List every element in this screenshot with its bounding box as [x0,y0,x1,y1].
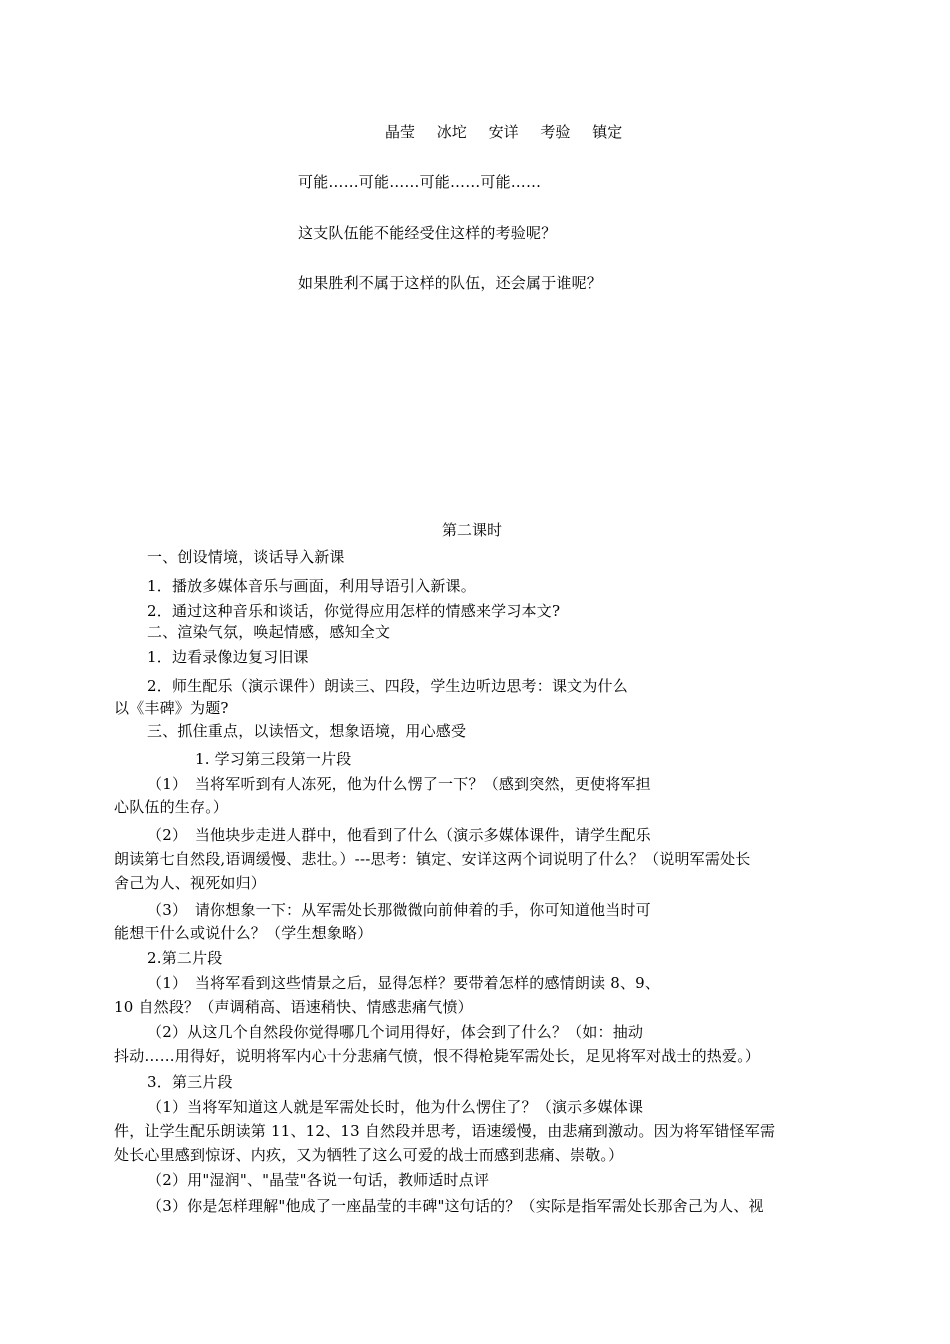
body-line: 以《丰碑》为题? [114,699,229,717]
body-line: 1．播放多媒体音乐与画面，利用导语引入新课。 [147,577,476,595]
body-line: （1） 当将军看到这些情景之后，显得怎样？要带着怎样的感情朗读 8、9、 [147,974,661,992]
body-line: （2）从这几个自然段你觉得哪几个词用得好，体会到了什么？（如：抽动 [147,1023,644,1041]
body-line: （1）当将军知道这人就是军需处长时，他为什么愣住了？（演示多媒体课 [147,1098,644,1116]
section-heading: 3．第三片段 [147,1073,233,1091]
body-line: （3）你是怎样理解"他成了一座晶莹的丰碑"这句话的？（实际是指军需处长那舍己为人、视 [147,1197,764,1215]
body-line: 舍己为人、视死如归） [114,874,267,892]
section-heading: 2.第二片段 [147,949,223,967]
body-line: 抖动……用得好，说明将军内心十分悲痛气愤，恨不得枪毙军需处长，足见将军对战士的热爱。） [114,1047,761,1065]
body-line: 2．师生配乐（演示课件）朗读三、四段，学生边听边思考：课文为什么 [147,677,628,695]
vocab-word: 镇定 [592,123,623,141]
body-line: 朗读第七自然段,语调缓慢、悲壮。）---思考：镇定、安详这两个词说明了什么？（说明军需处长 [114,850,751,868]
body-line: 能想干什么或说什么？（学生想象略） [114,924,373,942]
body-line: 件，让学生配乐朗读第 11、12、13 自然段并思考，语速缓慢，由悲痛到激动。因为将军错怪军需 [114,1122,776,1140]
section-heading: 三、抓住重点，以读悟文，想象语境，用心感受 [147,722,467,740]
top-line: 可能……可能……可能……可能…… [298,173,542,191]
body-line: 处长心里感到惊讶、内疚，又为牺牲了这么可爱的战士而感到悲痛、崇敬。） [114,1146,624,1164]
body-line: 1．边看录像边复习旧课 [147,648,309,666]
vocab-word: 冰坨 [436,123,467,141]
vocab-word: 安详 [488,123,519,141]
body-line: 10 自然段？（声调稍高、语速稍快、情感悲痛气愤） [114,998,473,1016]
vocab-row [385,122,639,142]
vocab-word: 晶莹 [385,123,416,141]
body-line: （2）用"湿润"、"晶莹"各说一句话，教师适时点评 [147,1171,490,1189]
top-line: 这支队伍能不能经受住这样的考验呢？ [298,224,557,242]
section-heading: 二、渲染气氛，唤起情感，感知全文 [147,623,391,641]
body-line: 1. 学习第三段第一片段 [195,750,352,768]
section-heading: 一、创设情境，谈话导入新课 [147,548,345,566]
vocab-word: 考验 [540,123,571,141]
body-line: 2．通过这种音乐和谈话，你觉得应用怎样的情感来学习本文? [147,602,561,620]
body-line: 心队伍的生存。） [114,798,229,816]
body-line: （1） 当将军听到有人冻死，他为什么愣了一下？（感到突然，更使将军担 [147,775,651,793]
body-line: （3） 请你想象一下：从军需处长那微微向前伸着的手，你可知道他当时可 [147,901,651,919]
body-line: （2） 当他块步走进人群中，他看到了什么（演示多媒体课件，请学生配乐 [147,826,651,844]
top-line: 如果胜利不属于这样的队伍，还会属于谁呢？ [298,274,603,292]
lesson-title: 第二课时 [442,521,503,539]
